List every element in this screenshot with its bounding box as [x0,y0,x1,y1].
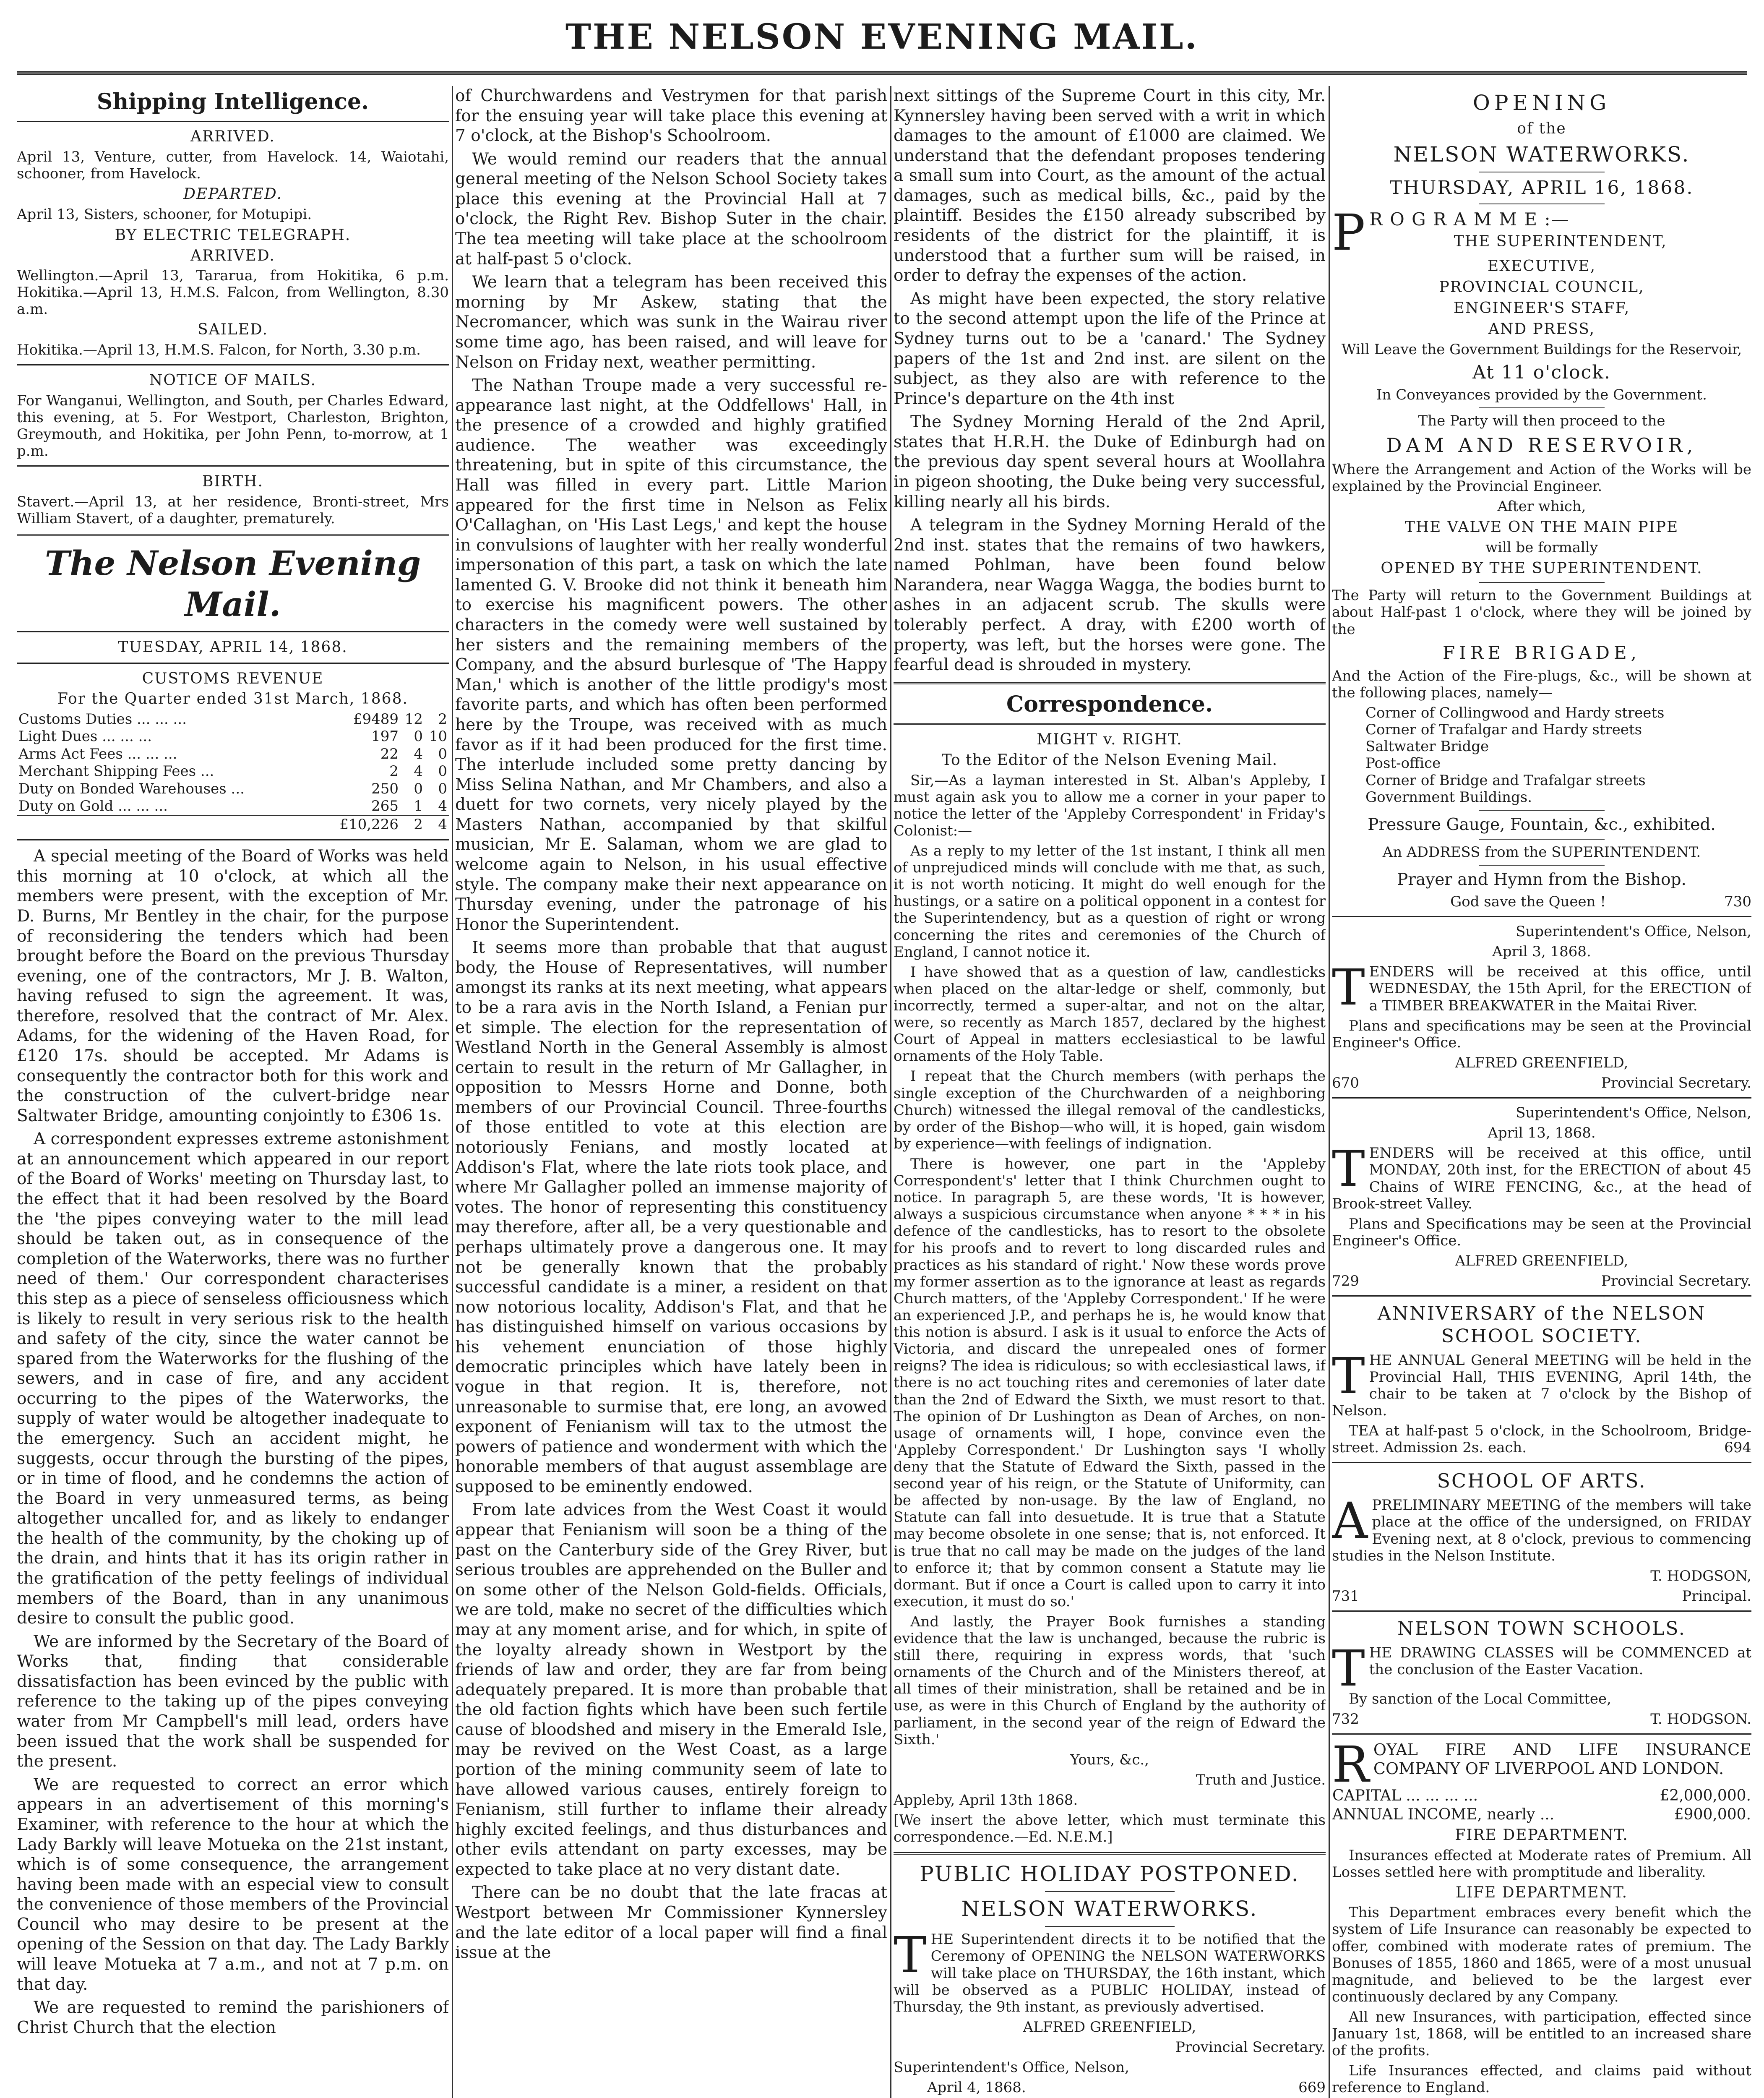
column-3 [894,86,1326,2098]
fire-places-list [1332,705,1751,806]
insurance-figures [1332,1787,1751,1824]
divider [1045,1926,1175,1927]
letter-paragraph: I have showed that as a question of law, candlesticks when placed on the altar-ledge or shelf, commonly, but incorrectly, termed a super-altar, and not on the altar, were, so recently as March 1857, declared by the highest Court of Appeal in matters ecclesiastical to be lawful ornaments of the Holy Table. [894,963,1326,1065]
tender-text: ENDERS will be received at this office, until MONDAY, 20th inst, for the ERECTION of about 45 Chains of WIRE FENCING, &c., at the head of Brook-street Valley. [1332,1145,1751,1212]
divider [1332,1733,1751,1735]
divider [894,723,1326,725]
ad-number: 732 [1332,1710,1359,1727]
holiday-date: April 4, 1868. 669 [927,2079,1326,2096]
sailed-label: SAILED. [197,321,268,339]
divider [894,1852,1326,1855]
programme-title: R O G R A M M E :— [1369,209,1570,230]
holiday-signatory: ALFRED GREENFIELD, [1023,2018,1196,2035]
fire-dept-text: Insurances effected at Moderate rates of Premium. All Losses settled here with promptitude and liberality. [1332,1847,1751,1881]
after-which: After which, [1497,498,1586,515]
return-text: The Party will return to the Government Buildings at about Half-past 1 o'clock, where they will be joined by the [1332,587,1751,638]
editor-note: [We insert the above letter, which must terminate this correspondence.—Ed. N.E.M.] [894,1812,1326,1846]
departed-text: April 13, Sisters, schooner, for Motupipi. [17,206,312,223]
tender-date: April 3, 1868. [1492,943,1591,960]
article-paragraph: A telegram in the Sydney Morning Herald of the 2nd inst. states that the remains of two hawkers, named Pohlman, have been found below Narandera, near Wagga Wagga, the bodies burnt to ashes in an adjacent scrub. The skulls were tolerably perfect. A dray, with £200 worth of property, was left, but the horses were gone. The fearful dead is shrouded in mystery. [894,516,1326,675]
ad-number: 731 [1332,1587,1359,1605]
tender-date: April 13, 1868. [1488,1125,1596,1142]
opening-of: of the [1517,120,1566,137]
correspondence-heading: Correspondence. [1006,691,1213,717]
opening-date: THURSDAY, APRIL 16, 1868. [1389,177,1694,199]
article-paragraph: next sittings of the Supreme Court in this city, Mr. Kynnersley having been served with a writ in which damages to the amount of £1000 are claimed. We understand that the defendant proposes tendering a small sum into Court, as the amount of the actual damages, such as medical bills, &c., paid by the plaintiff. Besides the £150 already subscribed by residents of the district for the plaintiff, it is understood that a further sum will be raised, in order to defray the expenses of the action. [894,86,1326,285]
table-row: Duty on Gold ... ... ... 265 1 4 [18,798,447,815]
table-row: Merchant Shipping Fees ... 2 4 0 [18,763,447,780]
address-line: An ADDRESS from the SUPERINTENDENT. [1382,844,1701,861]
prayer-line: Prayer and Hymn from the Bishop. [1397,870,1686,890]
article-paragraph: We learn that a telegram has been received this morning by Mr Askew, stating that the Necromancer, which was sunk in the Wairau river some time ago, has been raised, and will leave for Nelson on Friday next, weather permitting. [455,273,887,372]
divider [894,682,1326,684]
article-paragraph: We are requested to correct an error which appears in an advertisement of this morning's Examiner, with reference to the hour at which the Lady Barkly will leave Motueka on the 21st instant, which is of some consequence, the arrangement having been made with an especial view to consult the convenience of those members of the Provincial Council who may desire to be present at the opening of the Session on that day. The Lady Barkly will leave Motueka at 7 a.m., and not at 7 p.m. on that day. [17,1775,449,1994]
drop-cap: T [894,1926,927,1984]
table-row: Light Dues ... ... ... 197 0 10 [18,728,447,745]
list-item: Post-office [1365,755,1441,772]
ad-number: 729 [1332,1273,1359,1290]
birth-text: Stavert.—April 13, at her residence, Bronti-street, Mrs William Stavert, of a daughter, prematurely. [17,493,449,527]
masthead: THE NELSON EVENING MAIL. [565,17,1199,57]
list-item: Corner of Collingwood and Hardy streets [1365,705,1665,722]
divider [1479,865,1605,866]
tender-breakwater [1332,923,1751,1091]
table-row: Customs Duties ... ... ... £9489 12 2 [18,710,447,728]
programme-line: PROVINCIAL COUNCIL, [1439,279,1644,296]
anniversary-title: ANNIVERSARY of the NELSON SCHOOL SOCIETY. [1377,1303,1706,1347]
table-total-row: £10,226 2 4 [17,816,449,833]
letter-date: Appleby, April 13th 1868. [894,1792,1078,1809]
divider [17,663,449,664]
valve-will: will be formally [1485,539,1598,556]
pressure-line: Pressure Gauge, Fountain, &c., exhibited. [1368,815,1716,834]
article-paragraph: The Sydney Morning Herald of the 2nd April, states that H.R.H. the Duke of Edinburgh had on the previous day spent several hours at Woollahra in pigeon shooting, the Duke being very successful, killing nearly all his birds. [894,412,1326,511]
programme-line: THE SUPERINTENDENT, [1454,233,1667,251]
holiday-notice [894,1926,1326,2096]
town-schools-notice [1332,1639,1751,1727]
divider [1332,1462,1751,1463]
drop-cap: P [1332,204,1365,262]
divider [17,121,449,122]
tele-arrived-text: Wellington.—April 13, Tararua, from Hokitika, 6 p.m. Hokitika.—April 13, H.M.S. Falcon, from Wellington, 8.30 a.m. [17,267,449,318]
holiday-text: HE Superintendent directs it to be notified that the Ceremony of OPENING the NELSON WATERWORKS will take place on THURSDAY, the 16th instant, which will be observed as a PUBLIC HOLIDAY, instead of Thursday, the 9th instant, as previously advertised. [894,1931,1326,2015]
list-item: Government Buildings. [1365,788,1532,806]
drop-cap: T [1332,1639,1365,1697]
customs-subtitle: For the Quarter ended 31st March, 1868. [57,690,408,708]
arrived-text: April 13, Venture, cutter, from Havelock. 14, Waiotahi, schooner, from Havelock. [17,148,449,183]
paper-title: The Nelson Evening Mail. [44,543,421,624]
shipping-heading: Shipping Intelligence. [96,89,369,115]
tender-signatory: ALFRED GREENFIELD, [1455,1054,1629,1071]
arts-text: PRELIMINARY MEETING of the members will take place at the office of the undersigned, on FRIDAY Evening next, at 8 o'clock, previous to commencing studies in the Nelson Institute. [1332,1497,1751,1564]
tender-footer: 670 Provincial Secretary. [1332,1075,1751,1091]
mails-label: NOTICE OF MAILS. [149,371,317,389]
article-paragraph: It seems more than probable that that august body, the House of Representatives, will number amongst its ranks at its next meeting, what appears to be a rara avis in the North Island, a Fenian pur et simple. The election for the representation of Westland North in the General Assembly is almost certain to result in the return of Mr Gallagher, in opposition to Messrs Horne and Donne, both members of our Provincial Council. Three-fourths of those entitled to vote at this election are notoriously Fenians, and mostly located at Addison's Flat, where the late riots took place, and where Mr Gallagher polled an immense majority of votes. The honor of representing this constituency may therefore, after all, be a very questionable and perhaps ultimately prove a dangerous one. It may not be generally known that the probably successful candidate is a miner, a resident on that now notorious locality, Addison's Flat, and that he has distinguished himself on various occasions by his vehement enunciation of those highly democratic principles which have lately been in vogue in that region. It is, therefore, not unreasonable to surmise that, ere long, an avowed exponent of Fenianism will tax to the utmost the powers of patience and wonderment with which the honorable members of that august assemblage are supposed to be eminently endowed. [455,938,887,1496]
letter-paragraph: I repeat that the Church members (with perhaps the single exception of the Churchwarden of a neighboring Church) witnessed the illegal removal of the candlesticks, by order of the Bishop—who will, it is hoped, gain wisdom by experience—with feelings of indignation. [894,1068,1326,1152]
birth-label: BIRTH. [202,473,263,491]
article-paragraph: There can be no doubt that the late fracas at Westport between Mr Commissioner Kynnersley and the late editor of a local paper will find a final issue at the [455,1883,887,1962]
customs-table [17,711,449,833]
tender-office: Superintendent's Office, Nelson, [1516,1104,1751,1122]
fire-text: And the Action of the Fire-plugs, &c., will be shown at the following places, namely— [1332,667,1751,701]
letter-paragraph: As a reply to my letter of the 1st instant, I think all men of unprejudiced minds will conclude with me that, as such, it is not worth noticing. It might do well enough for the hustings, or a satire on a political opponent in a contest for the Superintendency, but as a question of right or wrong concerning the rites and ceremonies of the Church of England, I cannot notice it. [894,843,1326,960]
arts-footer: 731 Principal. [1332,1587,1751,1605]
divider [1479,810,1605,811]
drop-cap: T [1332,958,1365,1017]
life-dept-heading: LIFE DEPARTMENT. [1455,1884,1628,1901]
telegraph-label: BY ELECTRIC TELEGRAPH. [115,226,351,244]
insurance-title: OYAL FIRE AND LIFE INSURANCE COMPANY OF LIVERPOOL AND LONDON. [1373,1741,1751,1778]
arrived-label: ARRIVED. [190,128,275,146]
tender-text: ENDERS will be received at this office, until WEDNESDAY, the 15th April, for the ERECTION of a TIMBER BREAKWATER in the Maitai River. [1369,963,1751,1014]
arts-notice [1332,1492,1751,1605]
list-item: Corner of Bridge and Trafalgar streets [1365,772,1646,789]
holiday-office: Superintendent's Office, Nelson, [894,2059,1129,2076]
column-2 [455,86,887,2098]
letter-title: MIGHT v. RIGHT. [1037,731,1183,749]
tender-footer: 729 Provincial Secretary. [1332,1273,1751,1290]
party-proceed: The Party will then proceed to the [1418,412,1665,429]
letter-paragraph: There is however, one part in the 'Appleby Correspondent's' letter that I think Churchmen ought to notice. In paragraph 5, are these words, 'It is however, always a suspicious circumstance when anyone * * * in his defence of the candlesticks, has to resort to the obsolete for his proofs and to revert to long discarded rules and practices as his standard of right.' Now these words prove my former assertion as to the ignorance at least as regards Church matters, of the 'Appleby Correspondent.' If he were an experienced J.P., and perhaps he is, he would know that this notion is absurd. I ask is it usual to enforce the Acts of Victoria, and discard the unrepealed ones of former reigns? The idea is ridiculous; so with ecclesiastical laws, if there is no act touching rites and ceremonies of later date than the 2nd of Edward the Sixth, we must resort to that. The opinion of Dr Lushington as Dean of Arches, on non-usage of ornaments will, I hope, convince even the 'Appleby Correspondent.' Dr Lushington says 'I wholly deny that the Statute of Edward the Sixth, passed in the second year of his reign, or the Statute of Uniformity, can be affected by non-usage. By the law of England, no Statute can fall into desuetude. It is true that a Statute may become obsolete in one sense; that is, not enforced. It is true that no call may be made on the judges of the land to enforce it; that by common consent a Statute may lie dormant. But if once a Court is called upon to carry it into execution, it must do so.' [894,1155,1326,1610]
customs-title: CUSTOMS REVENUE [142,670,324,687]
programme-time: At 11 o'clock. [1472,362,1611,384]
tender-plans: Plans and specifications may be seen at the Provincial Engineer's Office. [1332,1017,1751,1051]
dam-reservoir: DAM AND RESERVOIR, [1386,433,1697,457]
insurance-ad [1332,1735,1751,2098]
letter-paragraph: And lastly, the Prayer Book furnishes a standing evidence that the law is unchanged, because the rubric is still there, requiring in express words, that 'such ornaments of the Church and of the Ministers thereof, at all times of their ministration, shall be retained and be in use, as were in this Church of England by the authority of parliament, in the second year of the reign of Edward the Sixth.' [894,1613,1326,1748]
ad-number: 694 [1724,1439,1751,1456]
date-line: TUESDAY, APRIL 14, 1868. [118,638,348,656]
tender-fencing [1332,1104,1751,1289]
valve-heading: THE VALVE ON THE MAIN PIPE [1404,519,1679,536]
dam-text: Where the Arrangement and Action of the Works will be explained by the Provincial Engineer. [1332,461,1751,495]
article-paragraph: As might have been expected, the story relative to the second attempt upon the life of the Prince at Sydney turns out to be a 'canard.' The Sydney papers of the 1st and 2nd inst. are silent on the subject, as they also are with reference to the Prince's departure on the 4th inst [894,289,1326,408]
life-dept-text: All new Insurances, with participation, effected since January 1st, 1868, will be entitled to an increased share of the profits. [1332,2008,1751,2059]
ad-number: 669 [1298,2079,1326,2096]
column-1 [17,86,449,2098]
ad-number: 670 [1332,1075,1359,1091]
anniversary-notice [1332,1346,1751,1456]
column-divider [1329,86,1330,2098]
ad-number: 730 [1724,893,1751,911]
article-paragraph: A special meeting of the Board of Works was held this morning at 10 o'clock, at which all the members were present, with the exception of Mr. D. Burns, Mr Bentley in the chair, for the purpose of reconsidering the tenders which had been brought before the Board on the previous Thursday evening, one of the contractors, Mr J. B. Walton, having refused to sign the agreement. It was, therefore, resolved that the contract of Mr. Alex. Adams, for the widening of the Haven Road, for £120 17s. should be accepted. Mr Adams is consequently the contractor both for this work and the construction of the culvert-bridge near Saltwater Bridge, amounting conjointly to £306 1s. [17,847,449,1125]
list-item: Corner of Trafalgar and Hardy streets [1365,721,1642,738]
divider [1332,1295,1751,1297]
divider [17,364,449,365]
holiday-title: PUBLIC HOLIDAY POSTPONED. [920,1862,1300,1887]
valve-opened: OPENED BY THE SUPERINTENDENT. [1381,560,1703,577]
tender-office: Superintendent's Office, Nelson, [1516,923,1751,940]
mails-text: For Wanganui, Wellington, and South, per Charles Edward, this evening, at 5. For Westport, Charleston, Brighton, Greymouth, and Hokitika, per John Penn, to-morrow, at 1 p.m. [17,392,449,460]
letter-paragraph: Sir,—As a layman interested in St. Alban's Appleby, I must again ask you to allow me a corner in your paper to notice the letter of the 'Appleby Correspondent' in Friday's Colonist:— [894,772,1326,839]
letter-addressee: To the Editor of the Nelson Evening Mail. [941,752,1278,769]
divider [17,534,449,536]
programme-line: EXECUTIVE, [1487,258,1596,275]
table-row: Arms Act Fees ... ... ... 22 4 0 [18,745,447,762]
divider [17,631,449,632]
arts-title: SCHOOL OF ARTS. [1437,1469,1647,1493]
anniversary-tea: TEA at half-past 5 o'clock, in the Schoolroom, Bridge-street. Admission 2s. each. 694 [1332,1422,1751,1456]
divider [1332,916,1751,917]
town-schools-sanction: By sanction of the Local Committee, [1349,1690,1611,1707]
opening-name: NELSON WATERWORKS. [1393,142,1690,167]
divider [1332,1610,1751,1612]
life-dept-text: Life Insurances effected, and claims paid without reference to England. [1332,2062,1751,2096]
article-paragraph: We are informed by the Secretary of the Board of Works that, finding that considerable dissatisfaction has been evinced by the public with reference to the taking up of the pipes conveying water from Mr Campbell's mill lead, orders have been issued that the work shall be suspended for the present. [17,1632,449,1771]
divider [17,465,449,467]
programme-leave: Will Leave the Government Buildings for the Reservoir, [1341,341,1742,358]
article-paragraph: We would remind our readers that the annual general meeting of the Nelson School Society takes place this evening at the Provincial Hall at 7 o'clock, the Right Rev. Bishop Suter in the chair. The tea meeting will take place at the schoolroom at half-past 5 o'clock. [455,149,887,269]
fire-brigade: FIRE BRIGADE, [1442,642,1641,663]
column-divider [452,86,453,2098]
divider [1045,1891,1175,1892]
divider [1479,839,1605,840]
divider [17,839,449,840]
arts-signatory: T. HODGSON, [1650,1567,1751,1584]
column-divider [890,86,891,2098]
article-paragraph: A correspondent expresses extreme astonishment at an announcement which appeared in our report of the Board of Works' meeting on Thursday last, to the effect that it had been resolved by the Board the 'the pipes conveying water to the mill lead should be taken out, as in consequence of the completion of the Waterworks, there was no further need of them.' Our correspondent characterises this step as a piece of senseless officiousness which is likely to result in very serious risk to the health and safety of the city, since the water cannot be spared from the Waterworks for the flushing of the sewers, and in case of fire, and any accident occurring to the pipes of the Waterworks, the supply of water would be altogether inadequate to the emergency. Such an accident might, he suggests, occur through the bursting of the pipes, or in time of flood, and he condemns the action of the Board in very unmeasured terms, as being altogether uncalled for, and as likely to endanger the health of the community, by the choking up of the drain, and hints that it has its origin rather in the gratification of the petty feelings of individual members of the Board, than in any unanimous desire to consult the public good. [17,1130,449,1628]
tender-signatory: ALFRED GREENFIELD, [1455,1252,1629,1269]
drop-cap: R [1332,1735,1369,1794]
divider [1479,407,1605,408]
article-paragraph: We are requested to remind the parishioners of Christ Church that the election [17,1998,449,2037]
tele-arrived-label: ARRIVED. [190,247,275,264]
opening-title: OPENING [1472,91,1611,115]
divider [1332,1097,1751,1099]
god-save-line: God save the Queen ! 730 [1450,893,1751,911]
letter-signature: Truth and Justice. [1196,1771,1326,1788]
town-schools-footer: 732 T. HODGSON. [1332,1710,1751,1727]
article-paragraph: The Nathan Troupe made a very successful re-appearance last night, at the Oddfellows' Hall, in the presence of a crowded and highly gratified audience. The weather was exceedingly threatening, but in spite of this circumstance, the Hall was filled in every part. Little Marion appeared for the first time in Nelson as Felix O'Callaghan, on 'His Last Legs,' and kept the house in convulsions of laughter with her really wonderful impersonation of this part, a task on which the late lamented G. V. Brooke did not think it beneath him to exercise his magnificent powers. The other characters in the comedy were well sustained by her sisters and the remaining members of the Company, and the absurd burlesque of 'The Happy Man,' which is another of the little prodigy's most favorite parts, and which has often been performed here by the Troupe, was received with as much favor as if it had been produced for the first time. The interlude included some pretty dancing by Miss Selina Nathan, and Mr Chambers, and also a duett for two cornets, very nicely played by the Masters Nathan, accompanied by that skilful musician, Mr E. Salaman, whom we are glad to welcome again to Nelson, in his usual effective style. The company make their next appearance on Thursday evening, under the patronage of his Honor the Superintendent. [455,376,887,934]
town-schools-title: NELSON TOWN SCHOOLS. [1397,1618,1686,1639]
departed-label: DEPARTED. [183,185,282,203]
table-row: Duty on Bonded Warehouses ... 250 0 0 [18,780,447,797]
drop-cap: T [1332,1140,1365,1198]
tender-plans: Plans and Specifications may be seen at the Provincial Engineer's Office. [1332,1215,1751,1249]
masthead-rule [17,71,1747,79]
column-4 [1332,86,1751,2098]
programme-line: ENGINEER'S STAFF, [1453,300,1630,317]
anniversary-text: HE ANNUAL General MEETING will be held in the Provincial Hall, THIS EVENING, April 14th, the chair to be taken at 7 o'clock by the Bishop of Nelson. [1332,1352,1751,1419]
table-row: ANNUAL INCOME, nearly ... £900,000. [1332,1806,1751,1823]
programme-line: AND PRESS, [1488,321,1595,338]
drop-cap: A [1332,1492,1368,1550]
sailed-text: Hokitika.—April 13, H.M.S. Falcon, for North, 3.30 p.m. [17,341,421,358]
letter-closing: Yours, &c., [1070,1751,1149,1768]
table-row: CAPITAL ... ... ... ... £2,000,000. [1332,1787,1751,1805]
article-paragraph: From late advices from the West Coast it would appear that Fenianism will soon be a thing of the past on the Canterbury side of the Grey River, but serious troubles are apprehended on the Buller and on some other of the Nelson Gold-fields. Officials, we are told, make no secret of the difficulties which may at any moment arise, and for which, in spite of the loyalty already shown in Westport by the friends of law and order, they are far from being adequately prepared. It is more than probable that the old faction fights which have been such fertile cause of bloodshed and misery in the Emerald Isle, may be revived on the West Coast, as a large portion of the mining community seem of late to have allowed various causes, entirely foreign to Fenianism, still further to inflame their already highly excited feelings, and thus disturbances and other evils attendant on party excesses, may be expected to take place at no very distant date. [455,1500,887,1879]
holiday-signatory-title: Provincial Secretary. [1175,2039,1326,2056]
fire-dept-heading: FIRE DEPARTMENT. [1455,1827,1629,1844]
life-dept-text: This Department embraces every benefit which the system of Life Insurance can reasonably be expected to offer, combined with moderate rates of premium. The Bonuses of 1855, 1860 and 1865, were of a most unusual magnitude, and believed to be the largest ever continuously declared by any Company. [1332,1904,1751,2005]
list-item: Saltwater Bridge [1365,738,1489,755]
article-paragraph: of Churchwardens and Vestrymen for that parish for the ensuing year will take place this evening at 7 o'clock, at the Bishop's Schoolroom. [455,86,887,146]
town-schools-text: HE DRAWING CLASSES will be COMMENCED at the conclusion of the Easter Vacation. [1369,1644,1751,1678]
programme-conveyances: In Conveyances provided by the Government. [1376,386,1707,403]
drop-cap: T [1332,1346,1365,1405]
holiday-subtitle: NELSON WATERWORKS. [961,1897,1258,1921]
divider [1479,582,1605,583]
